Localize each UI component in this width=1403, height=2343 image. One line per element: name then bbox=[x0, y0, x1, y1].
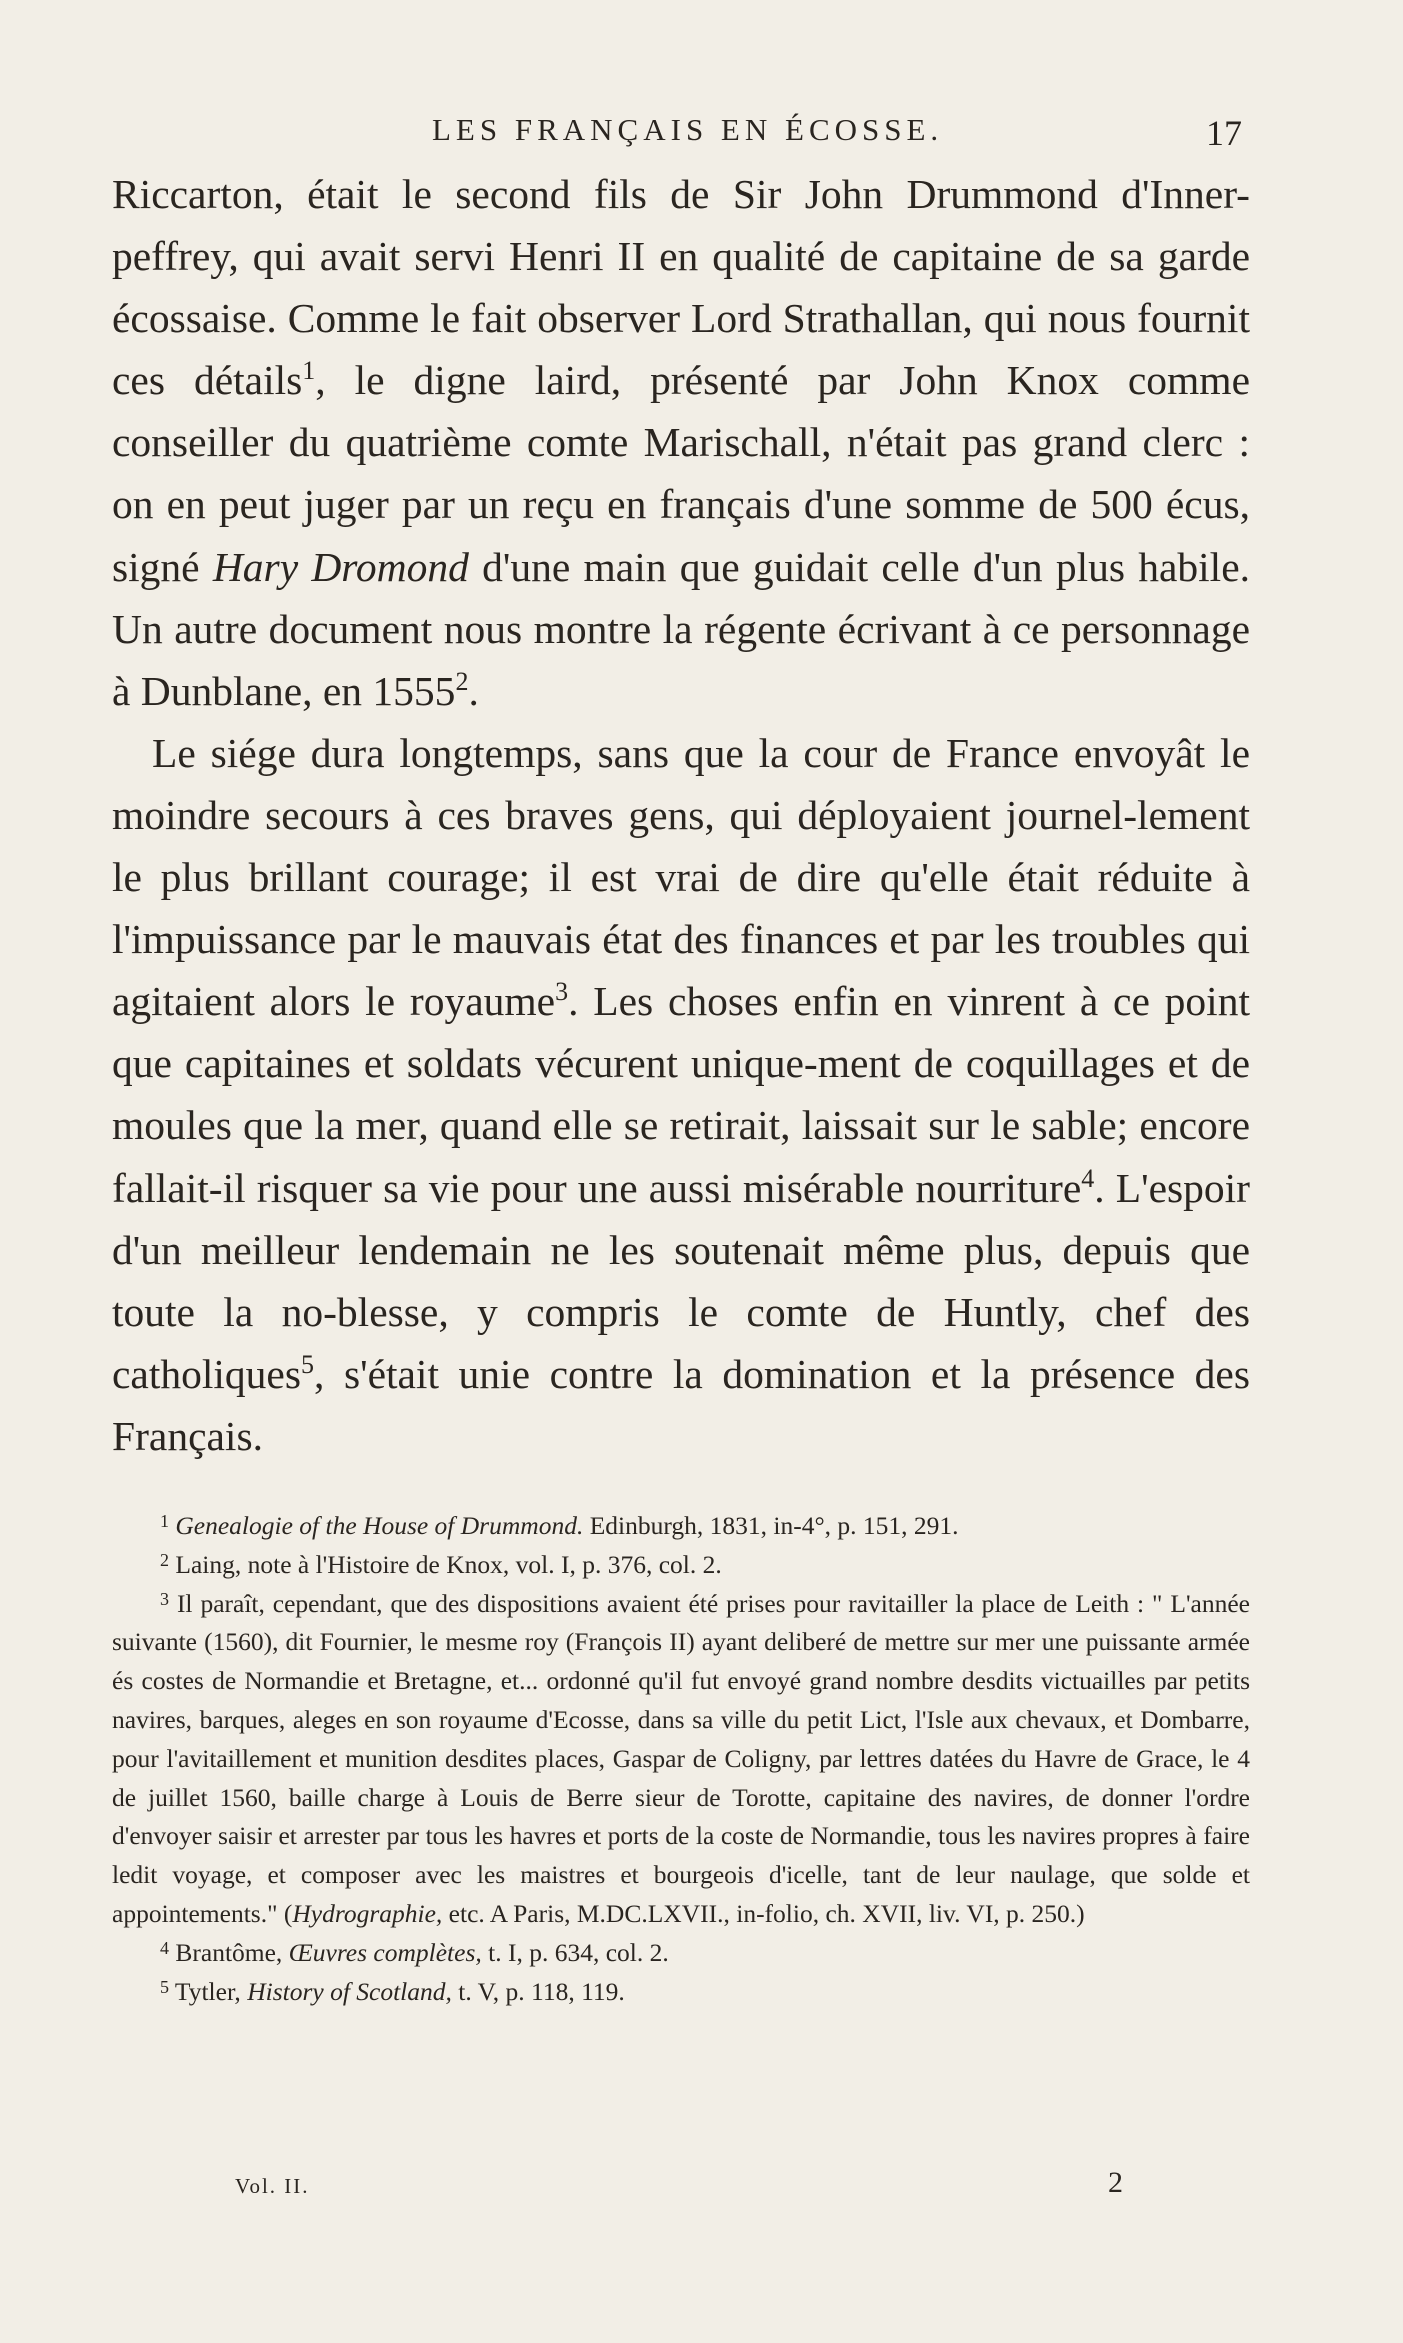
footnote-5-pre: Tytler, bbox=[174, 1976, 248, 2006]
footnote-5-title: History of Scotland, bbox=[247, 1976, 452, 2006]
footnote-1-rest: Edinburgh, 1831, in-4°, p. 151, 291. bbox=[583, 1511, 959, 1540]
footnotes bbox=[112, 1507, 1250, 2011]
page-number: 17 bbox=[1206, 113, 1242, 153]
footnote-4 bbox=[112, 1934, 1250, 1973]
footnote-3 bbox=[112, 1585, 1250, 1934]
footnote-ref-1: 1 bbox=[302, 356, 316, 386]
footnote-5 bbox=[112, 1973, 1250, 2012]
signature-number: 2 bbox=[1108, 2166, 1123, 2199]
footnote-1-title: Genealogie of the House of Drummond. bbox=[175, 1511, 584, 1540]
paragraph-1 bbox=[112, 163, 1250, 722]
footnote-3-text: Il paraît, cependant, que des dispositions avaient été prises pour ravitailler la place de Leith : " L'année suivante (1560), dit Fournier, le mesme roy (François II) ayant deliberé de mettre sur mer une puissante armée és costes de Normandie et Bretagne, et... ordonné qu'il fut envoyé grand nombre desdits victuailles par petits navires, barques, aleges en son royaume d'Ecosse, dans sa ville du petit Lict, l'Isle aux chevaux, et Dombarre, pour l'avitaillement et munition desdites places, Gaspar de Coligny, par lettres datées du Havre de Grace, le 4 de juillet 1560, baille charge à Louis de Berre sieur de Torotte, capitaine des navires, de donner l'ordre d'envoyer saisir et arrester par tous les havres et ports de la coste de Normandie, tous les navires propres à faire ledit voyage, et composer avec les maistres et bourgeois d'icelle, tant de leur naulage, que solde et appointements." ( bbox=[112, 1588, 1250, 1928]
paragraph-2 bbox=[112, 722, 1250, 1467]
p2-text-a: Le siége dura longtemps, sans que la cour de France envoyât le moindre secours à ces braves gens, qui déployaient journel-lement le plus brillant courage; il est vrai de dire qu'elle était réduite à l'impuissance par le mauvais état des finances et par les troubles qui agitaient alors le royaume bbox=[112, 729, 1250, 1025]
footnote-ref-2: 2 bbox=[455, 666, 469, 696]
footnote-4-title: Œuvres complètes, bbox=[288, 1937, 482, 1967]
p1-signature-name: Hary Dromond bbox=[212, 543, 469, 590]
footnote-4-rest: t. I, p. 634, col. 2. bbox=[481, 1937, 669, 1967]
volume-signature: Vol. II. bbox=[235, 2174, 310, 2198]
footnote-ref-5: 5 bbox=[301, 1349, 314, 1379]
running-head bbox=[112, 112, 1242, 162]
p1-text-c: d'une main que guidait celle d'un plus habile. Un autre document nous montre la régente écrivant à ce personnage à Dunblane, en 1555 bbox=[112, 543, 1251, 714]
footnote-3-mark: 3 bbox=[160, 1588, 169, 1609]
footnote-ref-4: 4 bbox=[1081, 1163, 1095, 1193]
footnote-1 bbox=[112, 1507, 1250, 1546]
footnote-3-rest: etc. A Paris, M.DC.LXVII., in-folio, ch. XVII, liv. VI, p. 250.) bbox=[442, 1898, 1085, 1928]
footnote-ref-3: 3 bbox=[555, 977, 569, 1007]
running-head-title: LES FRANÇAIS EN ÉCOSSE. bbox=[432, 112, 944, 147]
p2-text-d: , s'était unie contre la domination et la présence des Français. bbox=[112, 1350, 1250, 1459]
footnote-1-mark: 1 bbox=[160, 1511, 169, 1531]
footnote-5-rest: t. V, p. 118, 119. bbox=[451, 1976, 625, 2006]
p1-text-b: , le digne laird, présenté par John Knox comme conseiller du quatrième comte Marischall, n'était pas grand clerc : on en peut juger par un reçu en français d'une somme de 500 écus, signé bbox=[112, 357, 1250, 590]
footnote-3-title: Hydrographie, bbox=[292, 1898, 443, 1928]
footnote-2-text: Laing, note à l'Histoire de Knox, vol. I, p. 376, col. 2. bbox=[175, 1549, 722, 1579]
footnote-2-mark: 2 bbox=[160, 1549, 169, 1570]
footnote-4-pre: Brantôme, bbox=[175, 1937, 289, 1967]
p1-text-d: . bbox=[468, 667, 479, 714]
footnote-5-mark: 5 bbox=[160, 1976, 169, 1997]
footnote-4-mark: 4 bbox=[160, 1937, 169, 1958]
footnote-2 bbox=[112, 1546, 1250, 1585]
body-text bbox=[112, 163, 1250, 1467]
p2-text-c: . L'espoir d'un meilleur lendemain ne les soutenait même plus, depuis que toute la no-blesse, y compris le comte de Huntly, chef des catholiques bbox=[112, 1164, 1250, 1397]
p2-text-b: . Les choses enfin en vinrent à ce point que capitaines et soldats vécurent unique-ment de coquillages et de moules que la mer, quand elle se retirait, laissait sur le sable; encore fallait-il risquer sa vie pour une aussi misérable nourriture bbox=[112, 978, 1250, 1211]
p1-text-a: Riccarton, était le second fils de Sir John Drummond d'Inner-peffrey, qui avait servi Henri II en qualité de capitaine de sa garde écossaise. Comme le fait observer Lord Strathallan, qui nous fournit ces détails bbox=[112, 171, 1250, 404]
